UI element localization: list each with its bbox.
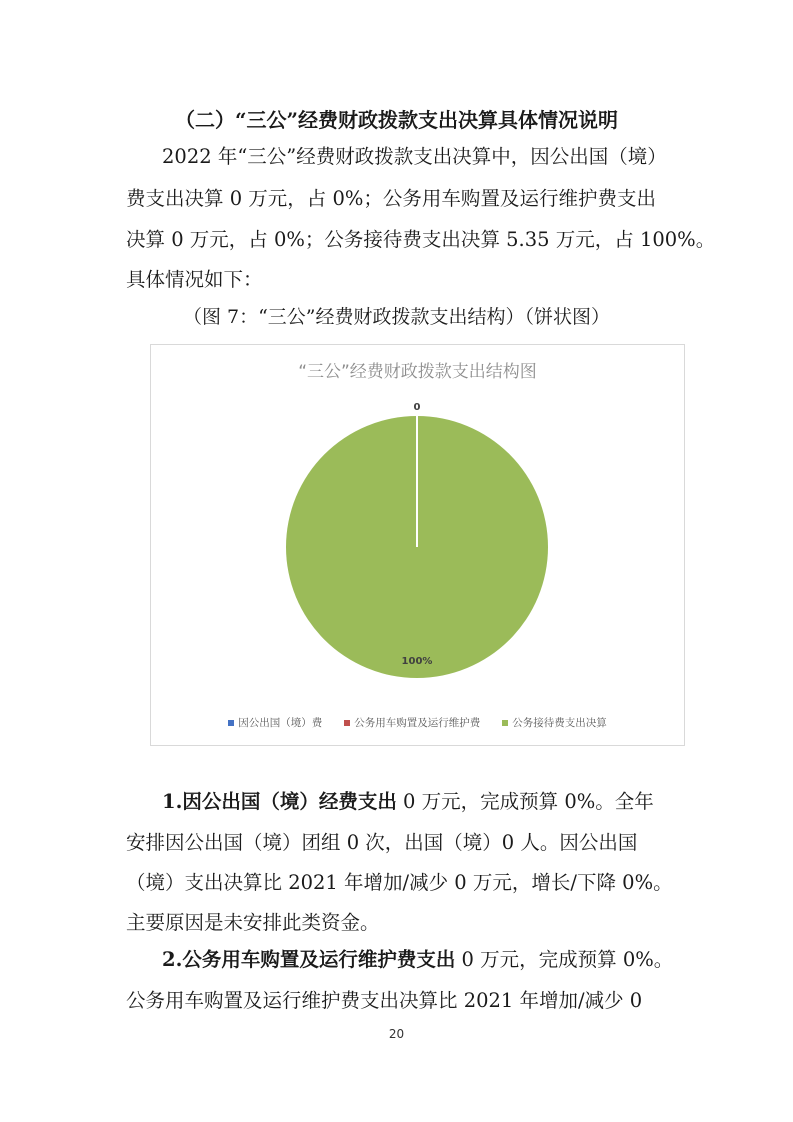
item1-line-3: （境）支出决算比 2021 年增加/减少 0 万元，增长/下降 0%。 (126, 871, 673, 894)
legend-item-vehicles (344, 715, 480, 730)
legend-label-vehicles: 公务用车购置及运行维护费 (354, 717, 481, 729)
item1-line1-rest: 0 万元，完成预算 0%。全年 (396, 790, 654, 813)
legend-label-travel: 因公出国（境）费 (238, 717, 323, 729)
data-label-travel: 0 (413, 402, 421, 413)
legend-swatch-travel (228, 720, 234, 726)
item1-line-1 (162, 790, 654, 814)
pie-plot-area (151, 345, 684, 745)
item1-bold-title: 1.因公出国（境）经费支出 (162, 790, 397, 813)
legend-item-travel (228, 715, 322, 730)
data-label-reception: 100% (401, 656, 433, 667)
chart-legend (151, 715, 684, 730)
item2-line1-rest: 0 万元，完成预算 0%。 (455, 948, 674, 971)
chart-title: “三公”经费财政拨款支出结构图 (298, 362, 537, 382)
page-number: 20 (388, 1027, 405, 1041)
figure-caption: （图 7：“三公”经费财政拨款支出结构）（饼状图） (182, 306, 611, 328)
item1-line-2: 安排因公出国（境）团组 0 次，出国（境）0 人。因公出国 (126, 831, 638, 854)
item2-line-2: 公务用车购置及运行维护费支出决算比 2021 年增加/减少 0 (126, 989, 643, 1012)
legend-item-reception (502, 715, 607, 730)
legend-swatch-vehicles (344, 720, 350, 726)
item2-bold-title: 2.公务用车购置及运行维护费支出 (162, 948, 456, 971)
item1-line-4: 主要原因是未安排此类资金。 (126, 911, 380, 934)
intro-line-3: 决算 0 万元，占 0%；公务接待费支出决算 5.35 万元，占 100%。 (126, 228, 716, 251)
legend-label-reception: 公务接待费支出决算 (512, 717, 607, 729)
pie-chart (150, 344, 685, 746)
item2-line-1 (162, 948, 673, 972)
section-heading: （二）“三公”经费财政拨款支出决算具体情况说明 (174, 108, 618, 132)
intro-line-4: 具体情况如下： (126, 268, 263, 291)
intro-line-1: 2022 年“三公”经费财政拨款支出决算中，因公出国（境） (162, 145, 667, 168)
intro-line-2: 费支出决算 0 万元，占 0%；公务用车购置及运行维护费支出 (126, 187, 656, 210)
legend-swatch-reception (502, 720, 508, 726)
